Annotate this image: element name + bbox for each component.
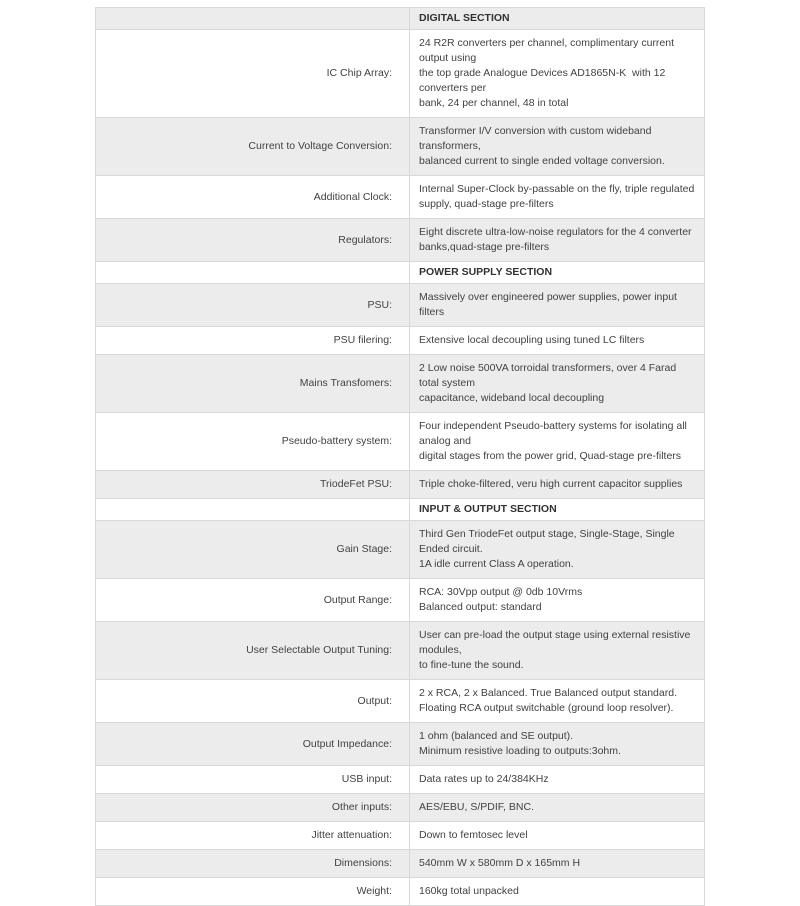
spec-label: Dimensions: xyxy=(96,850,410,878)
value-line: 160kg total unpacked xyxy=(419,885,519,897)
value-line: bank, 24 per channel, 48 in total xyxy=(419,97,569,109)
section-row xyxy=(96,8,705,30)
section-empty-cell xyxy=(96,8,410,30)
spec-value xyxy=(410,794,705,822)
value-line: capacitance, wideband local decoupling xyxy=(419,392,605,404)
value-line: balanced current to single ended voltage conversion. xyxy=(419,155,665,167)
spec-row xyxy=(96,521,705,579)
spec-value xyxy=(410,355,705,413)
value-line: the top grade Analogue Devices AD1865N-K with 12 converters per xyxy=(419,67,669,94)
spec-label: TriodeFet PSU: xyxy=(96,471,410,499)
value-line: Extensive local decoupling using tuned LC filters xyxy=(419,334,645,346)
spec-table xyxy=(95,7,705,906)
spec-label: USB input: xyxy=(96,766,410,794)
value-line: Floating RCA output switchable (ground loop resolver). xyxy=(419,702,674,714)
section-title: POWER SUPPLY SECTION xyxy=(410,262,705,284)
value-line: Data rates up to 24/384KHz xyxy=(419,773,549,785)
section-row xyxy=(96,499,705,521)
spec-row xyxy=(96,723,705,766)
spec-row xyxy=(96,413,705,471)
spec-value xyxy=(410,579,705,622)
spec-value xyxy=(410,680,705,723)
spec-row xyxy=(96,766,705,794)
spec-label: User Selectable Output Tuning: xyxy=(96,622,410,680)
value-line: Third Gen TriodeFet output stage, Single-Stage, Single Ended circuit. xyxy=(419,528,678,555)
spec-row xyxy=(96,471,705,499)
spec-value xyxy=(410,878,705,906)
value-line: Minimum resistive loading to outputs:3ohm. xyxy=(419,745,621,757)
value-line: 2 x RCA, 2 x Balanced. True Balanced output standard. xyxy=(419,687,677,699)
spec-row xyxy=(96,30,705,118)
spec-value xyxy=(410,118,705,176)
value-line: banks,quad-stage pre-filters xyxy=(419,241,550,253)
spec-value xyxy=(410,766,705,794)
value-line: supply, quad-stage pre-filters xyxy=(419,198,554,210)
spec-value xyxy=(410,30,705,118)
spec-value xyxy=(410,413,705,471)
spec-label: Gain Stage: xyxy=(96,521,410,579)
spec-row xyxy=(96,622,705,680)
spec-value xyxy=(410,622,705,680)
section-title: DIGITAL SECTION xyxy=(410,8,705,30)
spec-label: Other inputs: xyxy=(96,794,410,822)
section-title: INPUT & OUTPUT SECTION xyxy=(410,499,705,521)
section-empty-cell xyxy=(96,499,410,521)
spec-value xyxy=(410,521,705,579)
spec-row xyxy=(96,878,705,906)
spec-label: Output: xyxy=(96,680,410,723)
spec-value xyxy=(410,284,705,327)
spec-row xyxy=(96,794,705,822)
spec-value xyxy=(410,850,705,878)
spec-label: Current to Voltage Conversion: xyxy=(96,118,410,176)
spec-value xyxy=(410,471,705,499)
value-line: Massively over engineered power supplies, power input filters xyxy=(419,291,680,318)
spec-label: Pseudo-battery system: xyxy=(96,413,410,471)
section-row xyxy=(96,262,705,284)
value-line: 2 Low noise 500VA torroidal transformers, over 4 Farad total system xyxy=(419,362,680,389)
value-line: Four independent Pseudo-battery systems for isolating all analog and xyxy=(419,420,690,447)
spec-value xyxy=(410,219,705,262)
section-empty-cell xyxy=(96,262,410,284)
spec-row xyxy=(96,176,705,219)
spec-row xyxy=(96,850,705,878)
spec-row xyxy=(96,579,705,622)
value-line: Transformer I/V conversion with custom wideband transformers, xyxy=(419,125,655,152)
spec-label: Mains Transfomers: xyxy=(96,355,410,413)
spec-label: Output Impedance: xyxy=(96,723,410,766)
spec-row xyxy=(96,284,705,327)
value-line: 540mm W x 580mm D x 165mm H xyxy=(419,857,581,869)
spec-row xyxy=(96,355,705,413)
value-line: digital stages from the power grid, Quad-stage pre-filters xyxy=(419,450,682,462)
spec-label: Additional Clock: xyxy=(96,176,410,219)
spec-value xyxy=(410,723,705,766)
spec-label: Jitter attenuation: xyxy=(96,822,410,850)
value-line: 1A idle current Class A operation. xyxy=(419,558,574,570)
value-line: Eight discrete ultra-low-noise regulators for the 4 converter xyxy=(419,226,692,238)
spec-row xyxy=(96,680,705,723)
value-line: Down to femtosec level xyxy=(419,829,528,841)
value-line: User can pre-load the output stage using external resistive modules, xyxy=(419,629,694,656)
value-line: to fine-tune the sound. xyxy=(419,659,524,671)
spec-row xyxy=(96,327,705,355)
value-line: 24 R2R converters per channel, complimentary current output using xyxy=(419,37,677,64)
spec-row xyxy=(96,219,705,262)
spec-label: Weight: xyxy=(96,878,410,906)
value-line: Balanced output: standard xyxy=(419,601,542,613)
spec-row xyxy=(96,118,705,176)
spec-label: Regulators: xyxy=(96,219,410,262)
spec-table-body xyxy=(96,8,705,906)
spec-label: PSU: xyxy=(96,284,410,327)
spec-label: PSU filering: xyxy=(96,327,410,355)
value-line: AES/EBU, S/PDIF, BNC. xyxy=(419,801,534,813)
spec-label: Output Range: xyxy=(96,579,410,622)
value-line: 1 ohm (balanced and SE output). xyxy=(419,730,574,742)
value-line: Internal Super-Clock by-passable on the fly, triple regulated xyxy=(419,183,695,195)
spec-row xyxy=(96,822,705,850)
spec-value xyxy=(410,822,705,850)
value-line: RCA: 30Vpp output @ 0db 10Vrms xyxy=(419,586,583,598)
spec-value xyxy=(410,176,705,219)
spec-label: IC Chip Array: xyxy=(96,30,410,118)
spec-value xyxy=(410,327,705,355)
value-line: Triple choke-filtered, veru high current capacitor supplies xyxy=(419,478,683,490)
